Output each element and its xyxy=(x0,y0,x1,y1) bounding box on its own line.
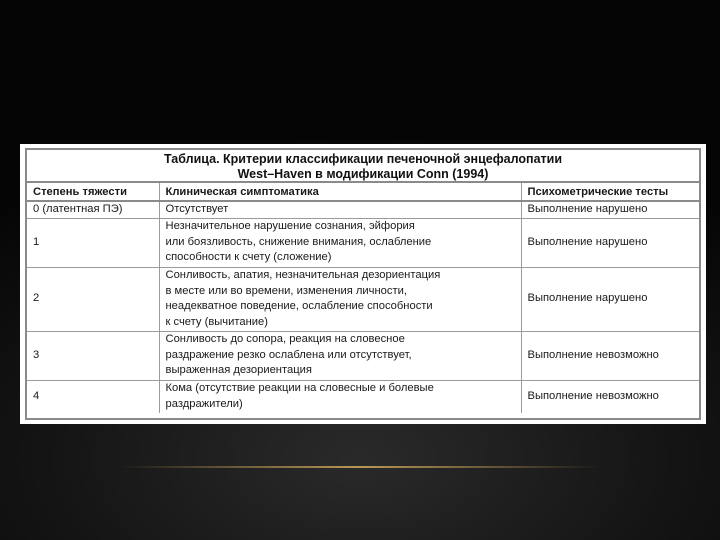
cell-symptoms xyxy=(159,331,521,380)
cell-symptoms xyxy=(159,201,521,218)
header-symptoms: Клиническая симптоматика xyxy=(159,183,521,201)
table-body xyxy=(27,201,699,413)
table-title xyxy=(27,150,699,183)
cell-degree: 3 xyxy=(27,331,159,380)
table-title-line-2: West–Haven в модификации Conn (1994) xyxy=(237,167,489,181)
table-row xyxy=(27,331,699,380)
symptom-line: Кома (отсутствие реакции на словесные и болевые xyxy=(165,382,434,395)
criteria-table xyxy=(27,183,699,413)
symptom-line: неадекватное поведение, ослабление способности xyxy=(165,300,433,312)
table-frame xyxy=(25,148,701,420)
cell-degree: 0 (латентная ПЭ) xyxy=(27,201,159,218)
symptom-line: к счету (вычитание) xyxy=(165,315,268,328)
cell-symptoms xyxy=(159,380,521,413)
cell-symptoms xyxy=(159,267,521,331)
cell-tests: Выполнение нарушено xyxy=(521,267,699,331)
cell-degree: 4 xyxy=(33,390,40,402)
cell-tests: Выполнение нарушено xyxy=(521,218,699,267)
cell-degree: 1 xyxy=(27,218,159,267)
table-row xyxy=(27,380,699,413)
symptom-line: раздражители) xyxy=(165,397,243,410)
symptom-line: выраженная дезориентация xyxy=(165,364,312,377)
table-header-row xyxy=(27,183,699,201)
symptom-line: в месте или во времени, изменения личности, xyxy=(165,284,407,297)
table-row xyxy=(27,201,699,218)
symptom-line: Сонливость, апатия, незначительная дезориентация xyxy=(165,269,441,281)
table-row xyxy=(27,267,699,331)
header-tests: Психометрические тесты xyxy=(521,183,699,201)
cell-degree: 2 xyxy=(27,267,159,331)
cell-tests: Выполнение невозможно xyxy=(521,380,699,413)
symptom-line: или боязливость, снижение внимания, ослабление xyxy=(165,235,432,248)
symptom-line: Незначительное нарушение сознания, эйфория xyxy=(165,220,415,233)
symptom-line: Отсутствует xyxy=(165,203,229,215)
symptom-line: раздражение резко ослаблена или отсутствует, xyxy=(165,348,412,361)
table-row xyxy=(27,218,699,267)
symptom-line: Сонливость до сопора, реакция на словесное xyxy=(165,333,405,346)
cell-symptoms xyxy=(159,218,521,267)
symptom-line: способности к счету (сложение) xyxy=(165,251,332,264)
table-image xyxy=(20,144,706,424)
cell-tests: Выполнение нарушено xyxy=(521,201,699,218)
header-degree: Степень тяжести xyxy=(27,183,159,201)
cell-tests: Выполнение невозможно xyxy=(521,331,699,380)
decorative-glow-line xyxy=(120,466,600,468)
table-title-line-1: Таблица. Критерии классификации печеночной энцефалопатии xyxy=(163,152,563,166)
